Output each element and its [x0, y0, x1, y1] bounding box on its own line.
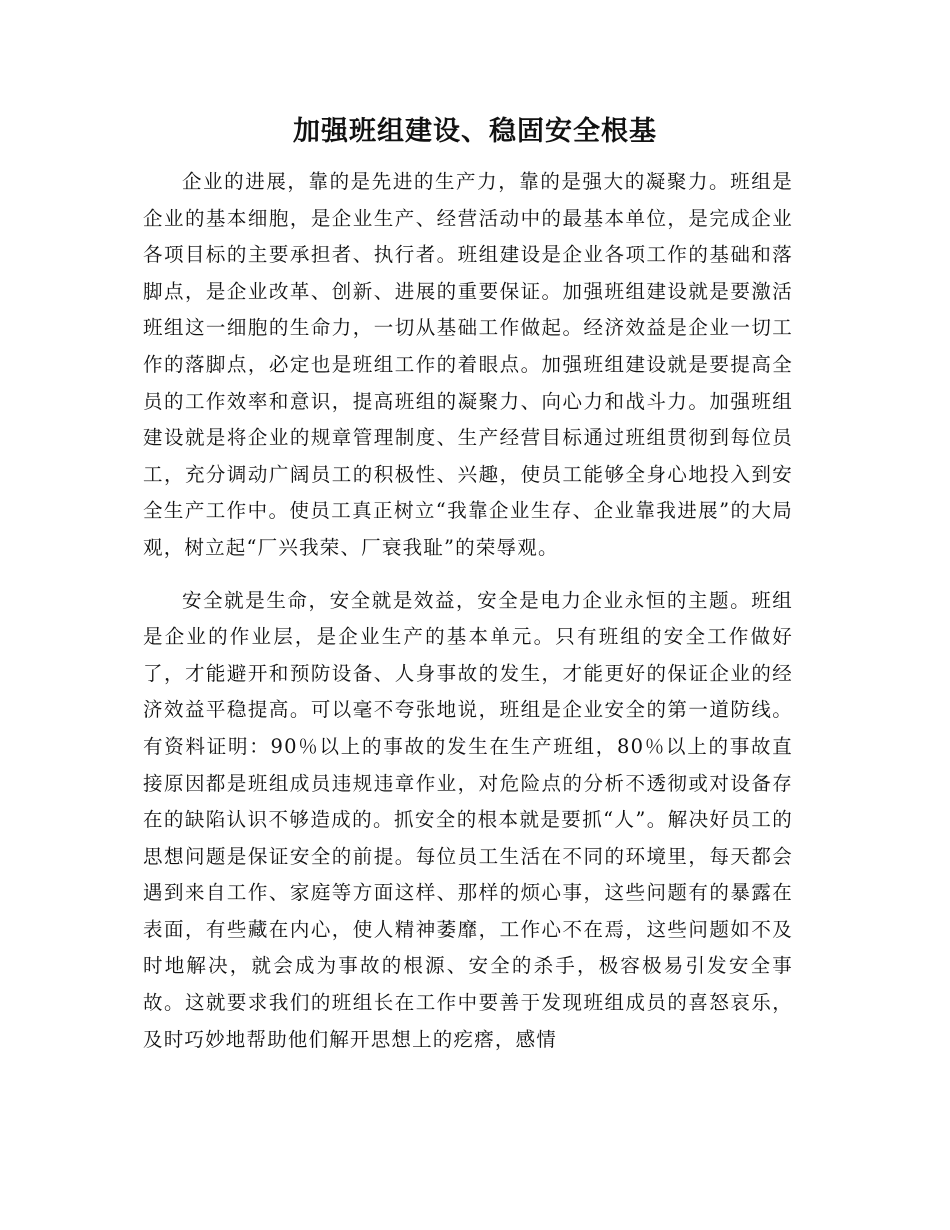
document-title: 加强班组建设、稳固安全根基: [293, 116, 657, 147]
paragraph-2: 安全就是生命，安全就是效益，安全是电力企业永恒的主题。班组是企业的作业层，是企业生产的基本单元。只有班组的安全工作做好了，才能避开和预防设备、人身事故的发生，才能更好的保证企业的经济效益平稳提高。可以毫不夸张地说，班组是企业安全的第一道防线。有资料证明：90％以上的事故的发生在生产班组，80％以上的事故直接原因都是班组成员违规违章作业，对危险点的分析不透彻或对设备存在的缺陷认识不够造成的。抓安全的根本就是要抓“人”。解决好员工的思想问题是保证安全的前提。每位员工生活在不同的环境里，每天都会遇到来自工作、家庭等方面这样、那样的烦心事，这些问题有的暴露在表面，有些藏在内心，使人精神萎靡，工作心不在焉，这些问题如不及时地解决，就会成为事故的根源、安全的杀手，极容极易引发安全事故。这就要求我们的班组长在工作中要善于发现班组成员的喜怒哀乐，及时巧妙地帮助他们解开思想上的疙瘩，感情: [143, 588, 793, 1051]
paragraph-1: 企业的进展，靠的是先进的生产力，靠的是强大的凝聚力。班组是企业的基本细胞，是企业生产、经营活动中的最基本单位，是完成企业各项目标的主要承担者、执行者。班组建设是企业各项工作的基础和落脚点，是企业改革、创新、进展的重要保证。加强班组建设就是要激活班组这一细胞的生命力，一切从基础工作做起。经济效益是企业一切工作的落脚点，必定也是班组工作的着眼点。加强班组建设就是要提高全员的工作效率和意识，提高班组的凝聚力、向心力和战斗力。加强班组建设就是将企业的规章管理制度、生产经营目标通过班组贯彻到每位员工，充分调动广阔员工的积极性、兴趣，使员工能够全身心地投入到安全生产工作中。使员工真正树立“我靠企业生存、企业靠我进展”的大局观，树立起“厂兴我荣、厂衰我耻”的荣辱观。: [143, 170, 793, 559]
document-body: [143, 164, 793, 1058]
